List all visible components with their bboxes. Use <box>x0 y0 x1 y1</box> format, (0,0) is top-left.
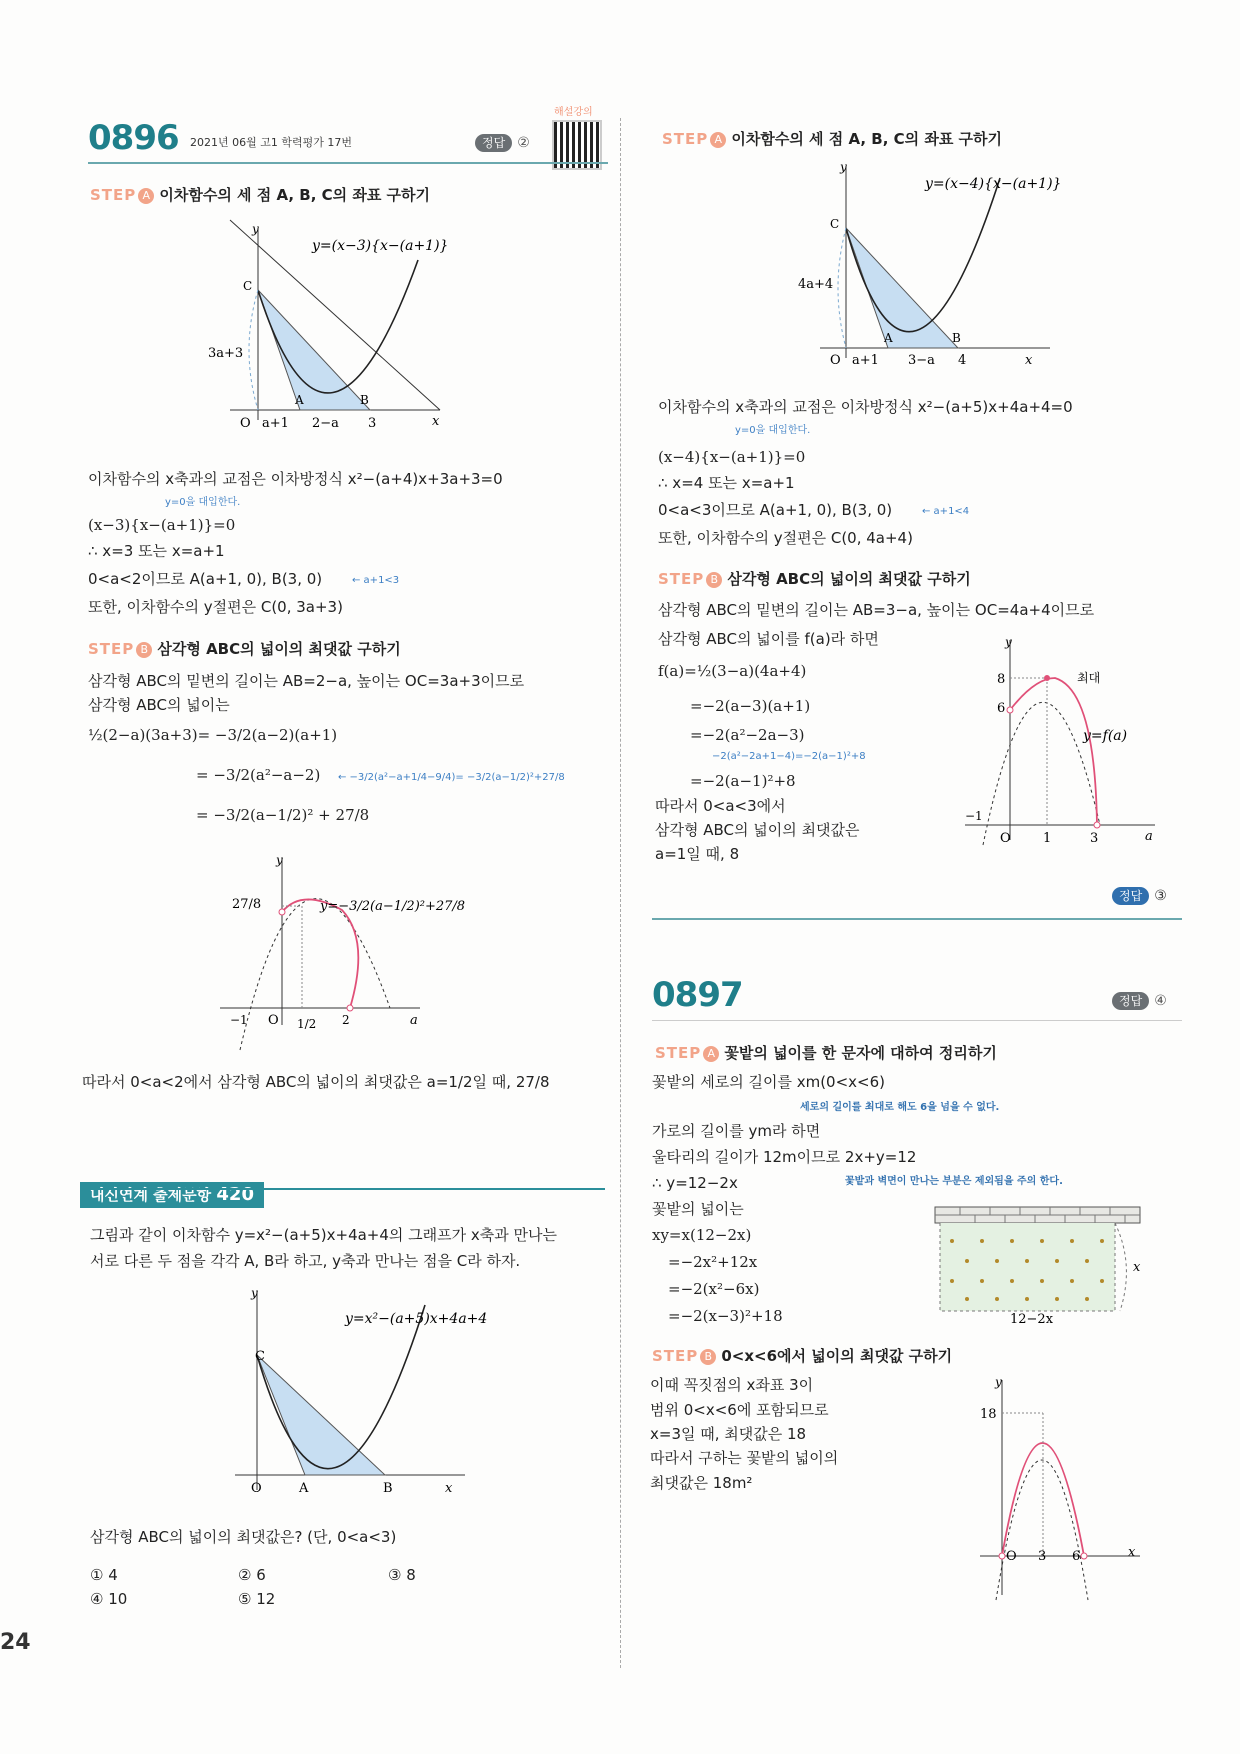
text-line: 울타리의 길이가 12m이므로 2x+y=12 <box>652 1148 917 1166</box>
point-b-label: B <box>360 393 369 407</box>
y-label: y <box>840 160 847 174</box>
text-line: a=1일 때, 8 <box>655 845 740 863</box>
text-line: 꽃밭의 넓이는 <box>652 1200 744 1218</box>
height-label: 4a+4 <box>798 277 834 292</box>
text-line: 삼각형 ABC의 밑변의 길이는 AB=2−a, 높이는 OC=3a+3이므로 <box>88 672 525 690</box>
x-label: x <box>445 1481 453 1496</box>
side-label: x <box>1133 1260 1141 1275</box>
four-label: 4 <box>958 353 967 368</box>
step-title: 0<x<6에서 넓이의 최댓값 구하기 <box>721 1347 953 1365</box>
parabola-dashed <box>996 1460 1088 1600</box>
answer-badge: 정답 <box>1112 887 1149 905</box>
text-line: 가로의 길이를 ym라 하면 <box>652 1122 821 1140</box>
open-point <box>1007 707 1013 713</box>
text-line: 삼각형 ABC의 넓이의 최댓값은 <box>655 821 860 839</box>
origin-label: O <box>1000 831 1011 846</box>
step-word: STEP <box>655 1044 702 1062</box>
choice-3[interactable]: ③ 8 <box>388 1566 416 1584</box>
answer-value: ③ <box>1154 888 1167 904</box>
note: 꽃밭과 벽면이 만나는 부분은 제외됨을 주의 한다. <box>845 1176 1063 1187</box>
answer-value: ② <box>517 135 530 151</box>
one-label: 1 <box>1043 831 1052 846</box>
step-a-heading <box>662 128 1002 149</box>
question-line: 서로 다른 두 점을 각각 A, B라 하고, y축과 만나는 점을 C라 하자. <box>90 1252 521 1270</box>
curve-label: y=(x−4){x−(a+1)} <box>925 176 1062 192</box>
text-line: 또한, 이차함수의 y절편은 C(0, 4a+4) <box>658 529 913 547</box>
half-label: 1/2 <box>297 1017 317 1031</box>
choice-5[interactable]: ⑤ 12 <box>238 1590 276 1608</box>
text-line: (x−3){x−(a+1)}=0 <box>88 516 236 534</box>
curve-label: y=f(a) <box>1083 728 1128 744</box>
step-letter: A <box>703 1046 719 1062</box>
step-letter: A <box>138 188 154 204</box>
triangle-abc <box>258 290 370 410</box>
open-point <box>1094 822 1100 828</box>
answer-value: ④ <box>1154 993 1167 1009</box>
graph-0897-area <box>960 1370 1145 1605</box>
text-line: 이차함수의 x축과의 교점은 이차방정식 x²−(a+4)x+3a+3=0 <box>88 470 503 488</box>
text-line: 0<a<2이므로 A(a+1, 0), B(3, 0) <box>88 570 323 588</box>
step-title: 삼각형 ABC의 넓이의 최댓값 구하기 <box>727 570 971 588</box>
equation: =−2x²+12x <box>668 1253 758 1271</box>
step-word: STEP <box>652 1347 699 1365</box>
y-label: y <box>251 1286 258 1300</box>
x-label: x <box>432 414 440 429</box>
step-letter: B <box>700 1349 716 1365</box>
text-line: 0<a<3이므로 A(a+1, 0), B(3, 0) <box>658 501 893 519</box>
open-point <box>999 1553 1005 1559</box>
origin-label: O <box>1006 1549 1017 1564</box>
a-label: a <box>410 1013 418 1028</box>
equation: =−2(x²−6x) <box>668 1280 760 1298</box>
minus-one-label: −1 <box>965 809 983 823</box>
answer-indicator-0896 <box>475 132 530 151</box>
step-b-heading <box>658 568 971 589</box>
text-line: (x−4){x−(a+1)}=0 <box>658 448 806 466</box>
choice-1[interactable]: ① 4 <box>90 1566 118 1584</box>
base-label: 2−a <box>312 416 339 431</box>
graph-0896-parabola <box>200 220 450 430</box>
three-label: 3 <box>1090 831 1099 846</box>
point-b-label: B <box>383 1481 393 1496</box>
header-rule <box>88 162 608 164</box>
point-c-label: C <box>243 279 253 293</box>
step-b-heading <box>88 638 401 659</box>
problem-source: 2021년 06월 고1 학력평가 17번 <box>190 136 352 149</box>
note: −2(a²−2a+1−4)=−2(a−1)²+8 <box>712 751 866 762</box>
step-word: STEP <box>662 130 709 148</box>
origin-label: O <box>251 1481 262 1496</box>
graph-420-parabola <box>225 1285 488 1496</box>
question-line: 그림과 같이 이차함수 y=x²−(a+5)x+4a+4의 그래프가 x축과 만나는 <box>90 1226 558 1244</box>
choice-2[interactable]: ② 6 <box>238 1566 266 1584</box>
minus-one-label: −1 <box>230 1013 248 1027</box>
width-label: 12−2x <box>1010 1312 1054 1327</box>
text-line: ∴ x=3 또는 x=a+1 <box>88 542 225 560</box>
equation: = −3/2(a−1/2)² + 27/8 <box>196 806 370 824</box>
graph-f-of-a <box>955 630 1165 850</box>
garden-diagram <box>930 1205 1145 1325</box>
problem-number-0897: 0897 <box>652 975 743 1015</box>
a-plus-1-label: a+1 <box>852 353 879 368</box>
text-line: 꽃밭의 세로의 길이를 xm(0<x<6) <box>652 1073 886 1091</box>
header-rule <box>652 1020 1182 1021</box>
point-c-label: C <box>255 1349 265 1364</box>
max-point <box>1044 675 1050 681</box>
eight-label: 8 <box>997 672 1006 687</box>
point-a-label: A <box>299 1481 309 1496</box>
base-label: 3−a <box>908 353 935 368</box>
conclusion: 따라서 0<a<2에서 삼각형 ABC의 넓이의 최댓값은 a=1/2일 때, 27/8 <box>82 1073 550 1091</box>
step-a-heading <box>90 184 430 205</box>
problem-number-0896: 0896 <box>88 118 179 158</box>
parabola-highlight <box>1010 678 1097 825</box>
equation: ½(2−a)(3a+3)= −3/2(a−2)(a+1) <box>88 726 338 744</box>
parabola-highlight <box>282 899 358 1008</box>
step-title: 삼각형 ABC의 넓이의 최댓값 구하기 <box>157 640 401 658</box>
banner-rule <box>80 1188 605 1190</box>
step-letter: A <box>710 132 726 148</box>
note: y=0을 대입한다. <box>165 497 241 508</box>
graph-0896-area <box>210 850 466 1040</box>
origin-label: O <box>240 416 251 431</box>
answer-badge: 정답 <box>475 134 512 152</box>
column-divider <box>620 118 621 1668</box>
text-line: ∴ x=4 또는 x=a+1 <box>658 474 795 492</box>
step-word: STEP <box>88 640 135 658</box>
equation: =−2(a−3)(a+1) <box>690 697 811 715</box>
text-line: 따라서 0<a<3에서 <box>655 797 786 815</box>
question-prompt: 삼각형 ABC의 넓이의 최댓값은? (단, 0<a<3) <box>90 1528 397 1546</box>
answer-indicator-0897 <box>1112 990 1167 1009</box>
max-label: 18 <box>980 1407 997 1422</box>
step-word: STEP <box>90 186 137 204</box>
point-a-label: A <box>295 393 304 407</box>
page-number: 24 <box>0 1630 31 1655</box>
curve-label: y=−3/2(a−1/2)²+27/8 <box>320 899 466 914</box>
section-rule <box>652 918 1182 920</box>
qr-label: 해설강의 <box>554 107 593 118</box>
a-label: a <box>1145 829 1153 844</box>
note: y=0을 대입한다. <box>735 425 811 436</box>
text-line: ∴ y=12−2x <box>652 1174 738 1192</box>
parabola-dashed <box>983 702 1100 845</box>
text-line: 또한, 이차함수의 y절편은 C(0, 3a+3) <box>88 598 343 616</box>
two-label: 2 <box>342 1013 350 1027</box>
six-label: 6 <box>1072 1549 1081 1564</box>
six-label: 6 <box>997 701 1006 716</box>
banner-number: 420 <box>216 1184 254 1205</box>
height-label: 3a+3 <box>208 346 244 361</box>
answer-indicator-420 <box>1112 885 1167 904</box>
note: 세로의 길이를 최대로 해도 6을 넘을 수 없다. <box>800 1102 1000 1113</box>
step-letter: B <box>136 642 152 658</box>
max-label: 27/8 <box>232 897 262 912</box>
curve-label: y=x²−(a+5)x+4a+4 <box>345 1311 488 1327</box>
text-line: 이때 꼭짓점의 x좌표 3이 <box>650 1376 814 1394</box>
open-point <box>347 1005 353 1011</box>
height-brace <box>249 290 258 410</box>
choice-4[interactable]: ④ 10 <box>90 1590 128 1608</box>
origin-label: O <box>268 1013 279 1028</box>
triangle-abc <box>257 1355 385 1475</box>
origin-label: O <box>830 353 841 368</box>
step-word: STEP <box>658 570 705 588</box>
a-plus-1-label: a+1 <box>262 416 289 431</box>
step-b-heading <box>652 1345 952 1366</box>
x-label: x <box>1128 1545 1136 1560</box>
note: ← a+1<3 <box>352 575 400 586</box>
graph-420-solution <box>790 158 1090 368</box>
curve-label: y=(x−3){x−(a+1)} <box>312 238 449 254</box>
text-line: 범위 0<x<6에 포함되므로 <box>650 1401 829 1419</box>
step-a-heading <box>655 1042 997 1063</box>
answer-badge: 정답 <box>1112 992 1149 1010</box>
text-line: 최댓값은 18m² <box>650 1474 753 1492</box>
y-label: y <box>276 853 283 867</box>
text-line: x=3일 때, 최댓값은 18 <box>650 1425 807 1443</box>
step-title: 이차함수의 세 점 A, B, C의 좌표 구하기 <box>159 186 431 204</box>
open-point <box>1081 1553 1087 1559</box>
x-label: x <box>1025 353 1033 368</box>
text-line: 삼각형 ABC의 넓이를 f(a)라 하면 <box>658 630 879 648</box>
y-label: y <box>1005 635 1012 649</box>
height-brace <box>838 228 846 348</box>
text-line: 따라서 구하는 꽃밭의 넓이의 <box>650 1449 839 1467</box>
equation: xy=x(12−2x) <box>652 1226 752 1244</box>
point-a-label: A <box>884 331 893 345</box>
y-label: y <box>995 1375 1002 1389</box>
three-label: 3 <box>368 416 377 431</box>
max-text: 최대 <box>1077 671 1101 685</box>
equation: = −3/2(a²−a−2) <box>196 766 321 784</box>
equation: =−2(a²−2a−3) <box>690 726 805 744</box>
equation: f(a)=½(3−a)(4a+4) <box>658 662 807 680</box>
step-letter: B <box>706 572 722 588</box>
open-point <box>279 909 285 915</box>
text-line: 삼각형 ABC의 밑변의 길이는 AB=3−a, 높이는 OC=4a+4이므로 <box>658 601 1095 619</box>
point-c-label: C <box>830 217 840 231</box>
point-b-label: B <box>952 331 961 345</box>
equation: =−2(x−3)²+18 <box>668 1307 783 1325</box>
equation: =−2(a−1)²+8 <box>690 772 796 790</box>
y-label: y <box>252 222 259 236</box>
note: ← a+1<4 <box>922 506 970 517</box>
step-title: 꽃밭의 넓이를 한 문자에 대하여 정리하기 <box>724 1044 997 1062</box>
note: ← −3/2(a²−a+1/4−9/4)= −3/2(a−1/2)²+27/8 <box>338 772 565 783</box>
text-line: 이차함수의 x축과의 교점은 이차방정식 x²−(a+5)x+4a+4=0 <box>658 398 1073 416</box>
step-title: 이차함수의 세 점 A, B, C의 좌표 구하기 <box>731 130 1003 148</box>
banner-label: 내신연계 출제문항 420 <box>80 1182 264 1208</box>
three-label: 3 <box>1038 1549 1047 1564</box>
text-line: 삼각형 ABC의 넓이는 <box>88 696 230 714</box>
